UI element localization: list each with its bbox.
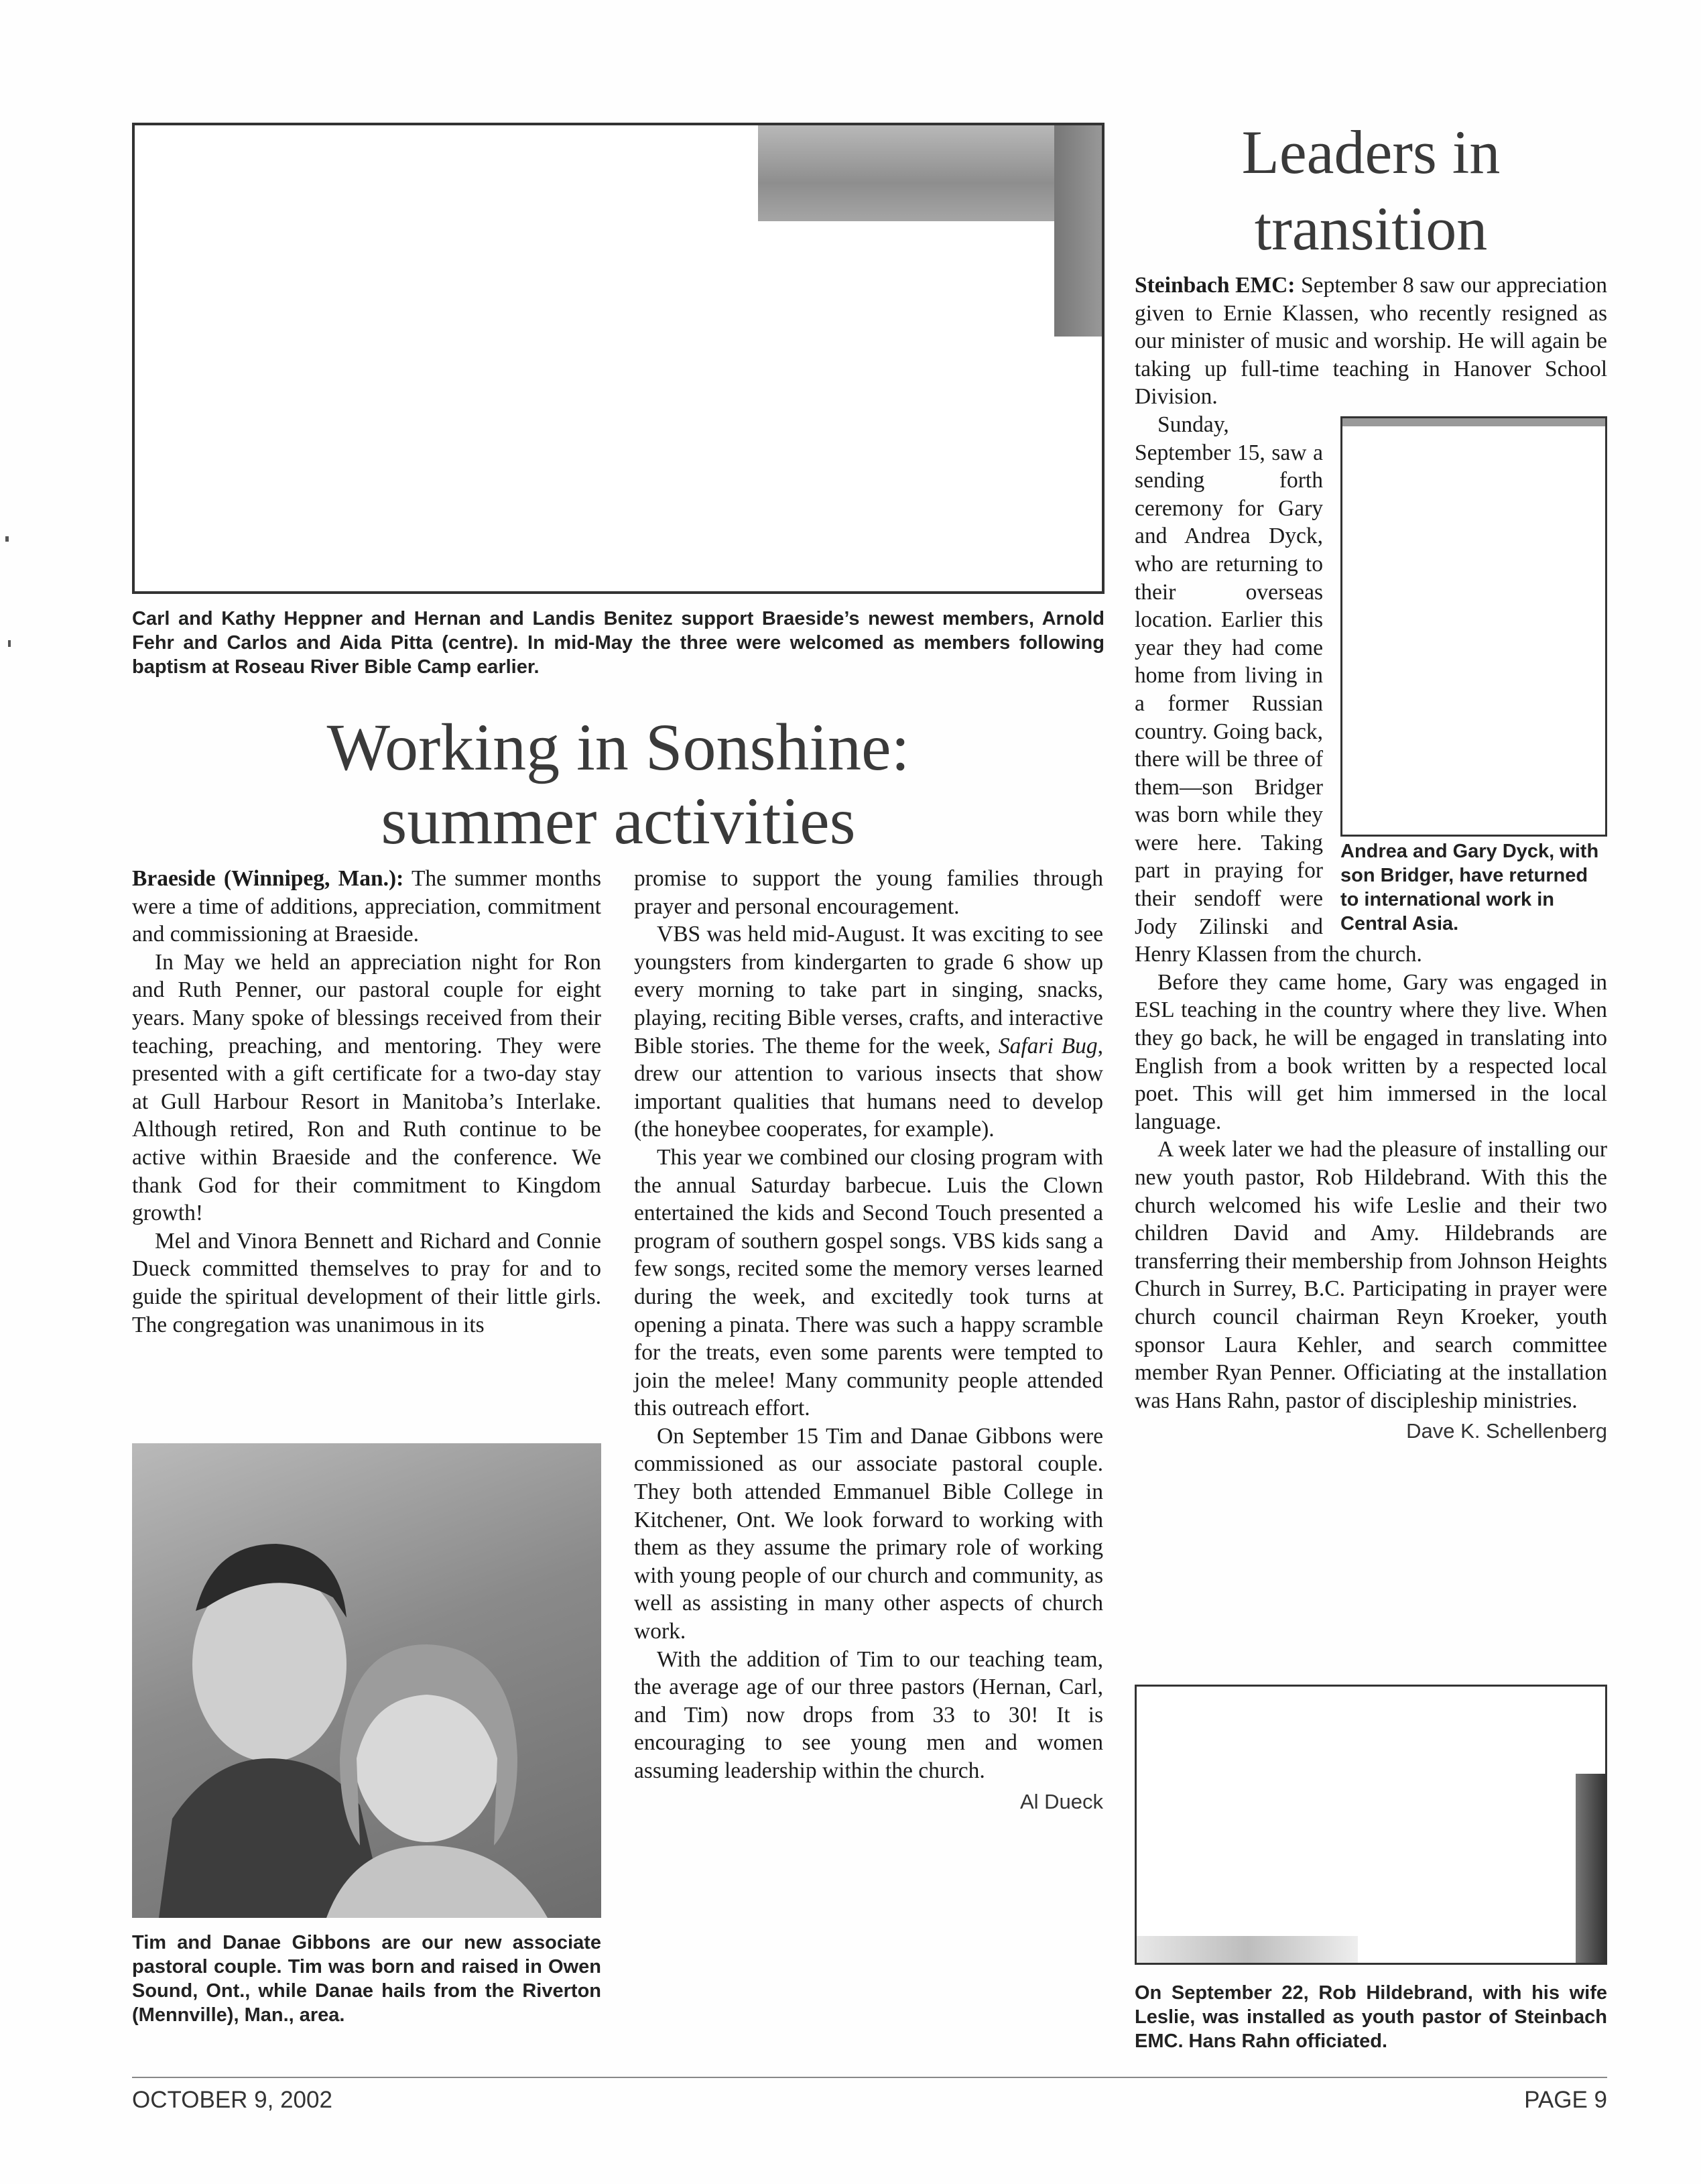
dateline: Steinbach EMC: bbox=[1135, 273, 1296, 298]
headline-working-in-sonshine bbox=[132, 711, 1105, 858]
installation-photo-icon bbox=[1576, 1774, 1605, 1965]
paragraph-text: Sunday, September 15, saw a sending forth ceremony for Gary and Andrea Dyck, who are returning to their overseas location. Earlier this year they had come home from living in a former Russian country. Going back, there will be three of them—son Bridger was born while they were here. Taking part in praying for their sendoff were Jody Zilinski and Henry Klassen from the church. bbox=[1135, 412, 1422, 967]
photo-shadow bbox=[1054, 125, 1105, 337]
article2-body bbox=[1135, 271, 1607, 1445]
group-photo-icon bbox=[758, 125, 1105, 221]
article1-paragraph bbox=[132, 865, 601, 949]
scan-mark bbox=[8, 640, 11, 647]
headline-line-1: Working in Sonshine: bbox=[326, 710, 910, 784]
paragraph-text: September 8 saw our appreciation given to Ernie Klassen, who recently resigned as our minister of music and worship. He will again be taking up full-time teaching in Hanover School Division. bbox=[1135, 273, 1607, 410]
hildebrand-photo bbox=[1135, 1685, 1607, 1965]
article1-paragraph: promise to support the young families through prayer and personal encouragement. bbox=[634, 866, 1103, 919]
article2-paragraph bbox=[1135, 271, 1607, 411]
article1-paragraph: On September 15 Tim and Danae Gibbons were commissioned as our associate pastoral couple. They both attended Emmanuel Bible College in Kitchener, Ont. We look forward to working with them as they assume the primary role of working with young people of our church and community, as well as assisting in many other aspects of church work. bbox=[634, 1423, 1103, 1644]
article2-paragraph: Before they came home, Gary was engaged in ESL teaching in the country where they live. When they go back, he will be engaged in translating into English from a book written by a respected local poet. This will get him immersed in the local language. bbox=[1135, 969, 1607, 1134]
article1-paragraph: In May we held an appreciation night for Ron and Ruth Penner, our pastoral couple for eight years. Many spoke of blessings received from their teaching, preaching, and mentoring. They were presented with a gift certificate for a two-day stay at Gull Harbour Resort in Manitoba’s Interlake. Although retired, Ron and Ruth continue to be active within Braeside and the conference. We thank God for their commitment to Kingdom growth! bbox=[132, 949, 601, 1226]
headline-line-2: transition bbox=[1254, 194, 1488, 263]
dyck-photo-caption: Andrea and Gary Dyck, with son Bridger, have returned to international work in Central Asia. bbox=[1340, 840, 1599, 934]
dateline: Braeside (Winnipeg, Man.): bbox=[132, 866, 404, 891]
footer-rule bbox=[132, 2077, 1607, 2078]
dyck-photo-float bbox=[1340, 416, 1607, 936]
headline-line-1: Leaders in bbox=[1241, 118, 1501, 186]
couple-portrait-icon bbox=[132, 1443, 601, 1918]
gibbons-photo bbox=[132, 1443, 601, 1918]
scan-mark bbox=[5, 536, 9, 542]
article1-paragraph: This year we combined our closing program with the annual Saturday barbecue. Luis the Clown entertained the kids and Second Touch presented a program of southern gospel songs. VBS kids sang a few songs, recited some the memory verses learned during the week, and excitedly took turns at opening a pinata. There was such a happy scramble for the treats, even some parents were tempted to join the melee! Many community people attended this outreach effort. bbox=[634, 1144, 1103, 1421]
paragraph-text: The summer months were a time of additions, appreciation, commitment and commissioning at Braeside. bbox=[132, 866, 601, 947]
paragraph-text: VBS was held mid-August. It was exciting to see youngsters from kindergarten to grade 6 show up every morning to take part in singing, snacks, playing, reciting Bible verses, crafts, and interactive Bible stories. The theme for the week, bbox=[634, 922, 1103, 1058]
footer-date: OCTOBER 9, 2002 bbox=[132, 2087, 332, 2113]
article1-byline: Al Dueck bbox=[1019, 1789, 1103, 1813]
headline-leaders-in-transition bbox=[1135, 114, 1607, 267]
article1-column-2 bbox=[634, 865, 1103, 1815]
article1-paragraph: With the addition of Tim to our teaching team, the average age of our three pastors (Hernan, Carl, and Tim) now drops from 33 to 30! It is encouraging to see young men and women assuming leadership within the church. bbox=[634, 1646, 1103, 1783]
article2-byline: Dave K. Schellenberg bbox=[1406, 1419, 1607, 1443]
gibbons-photo-caption: Tim and Danae Gibbons are our new associate pastoral couple. Tim was born and raised in Owen Sound, Ont., while Danae hails from the Riverton (Mennville), Man., area. bbox=[132, 1932, 601, 2026]
photo-detail bbox=[1137, 1936, 1358, 1963]
article1-paragraph bbox=[634, 920, 1103, 1144]
footer-page-number: PAGE 9 bbox=[1524, 2087, 1607, 2113]
top-photo bbox=[132, 123, 1105, 594]
article1-column-1 bbox=[132, 865, 601, 1339]
family-photo-icon bbox=[1342, 418, 1605, 426]
headline-line-2: summer activities bbox=[381, 784, 856, 858]
vbs-theme: Safari Bug bbox=[998, 1033, 1098, 1058]
article1-paragraph: Mel and Vinora Bennett and Richard and Connie Dueck committed themselves to pray for and to guide the spiritual development of their little girls. The congregation was unanimous in its bbox=[132, 1228, 601, 1337]
hildebrand-photo-caption: On September 22, Rob Hildebrand, with his wife Leslie, was installed as youth pastor of Steinbach EMC. Hans Rahn officiated. bbox=[1135, 1982, 1607, 2052]
paragraph-text: , drew our attention to various insects that show important qualities that humans need to develop (the honeybee cooperates, for example). bbox=[634, 1033, 1103, 1142]
dyck-photo bbox=[1340, 416, 1607, 837]
article2-paragraph bbox=[1135, 411, 1607, 969]
top-photo-caption: Carl and Kathy Heppner and Hernan and Landis Benitez support Braeside’s newest members, Arnold Fehr and Carlos and Aida Pitta (centre). In mid-May the three were welcomed as members following baptism at Roseau River Bible Camp earlier. bbox=[132, 608, 1105, 678]
article2-paragraph: A week later we had the pleasure of installing our new youth pastor, Rob Hildebrand. With this the church welcomed his wife Leslie and their two children David and Amy. Hildebrands are transferring their membership from Johnson Heights Church in Surrey, B.C. Participating in prayer were church council chairman Reyn Kroeker, youth sponsor Laura Kehler, and search committee member Ryan Penner. Officiating at the installation was Hans Rahn, pastor of discipleship ministries. bbox=[1135, 1137, 1607, 1413]
